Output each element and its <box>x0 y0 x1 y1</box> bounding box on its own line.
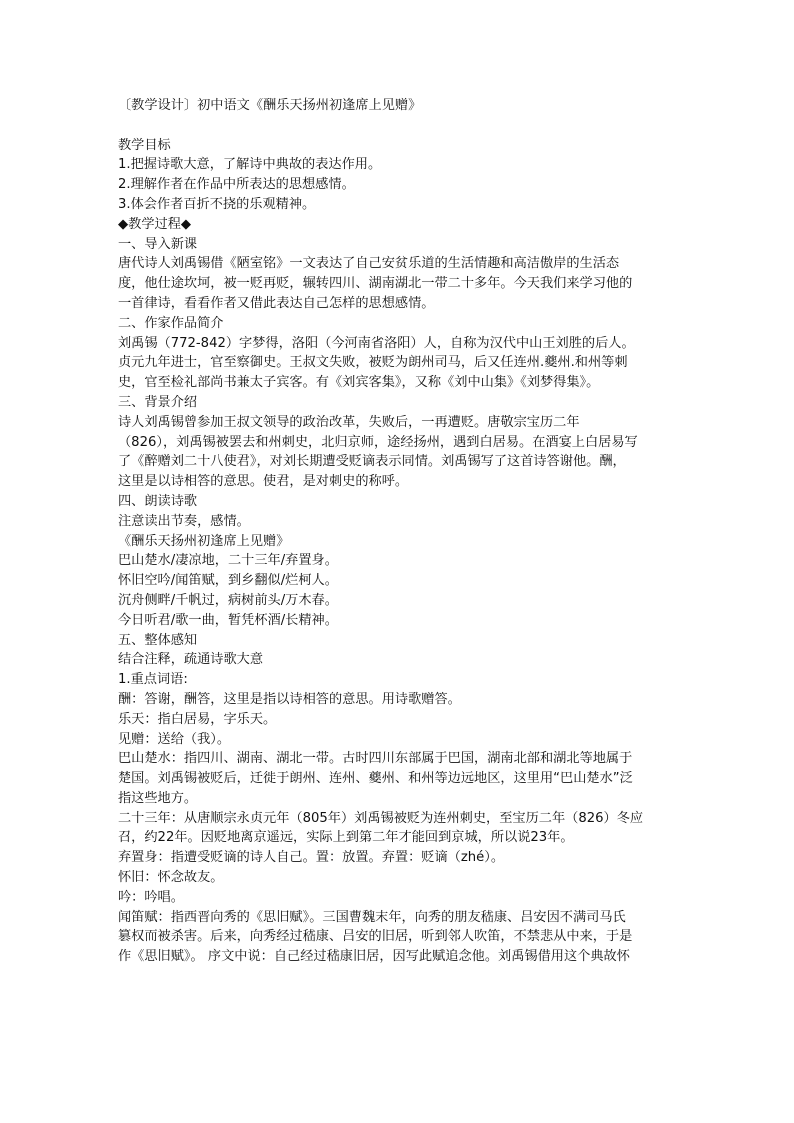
document-title: 〔教学设计〕初中语文《酬乐天扬州初逢席上见赠》 <box>118 98 422 113</box>
gloss-line: 巴山楚水：指四川、湖南、湖北一带。古时四川东部属于巴国，湖南北部和湖北等地属于 <box>118 751 633 767</box>
poem-line: 今日听君/歌一曲，暂凭杯酒/长精神。 <box>118 612 338 628</box>
poem-line: 怀旧空吟/闻笛赋，到乡翻似/烂柯人。 <box>118 573 338 589</box>
poem-line: 沉舟侧畔/千帆过，病树前头/万木春。 <box>118 592 338 608</box>
section-4-heading: 四、朗读诗歌 <box>118 493 198 509</box>
gloss-line: 见赠：送给（我）。 <box>118 731 231 747</box>
text-line: 刘禹锡（772-842）字梦得，洛阳（今河南省洛阳）人，自称为汉代中山王刘胜的后人。 <box>118 335 635 351</box>
text-line: 史，官至检礼部尚书兼太子宾客。有《刘宾客集》，又称《刘中山集》《刘梦得集》。 <box>118 375 600 391</box>
objective-2: 2.理解作者在作品中所表达的思想感情。 <box>118 177 355 193</box>
gloss-line: 弃置身：指遭受贬谪的诗人自己。置：放置。弃置：贬谪（zhé）。 <box>118 850 505 866</box>
objective-1: 1.把握诗歌大意，了解诗中典故的表达作用。 <box>118 157 382 173</box>
document-body <box>118 136 678 967</box>
gloss-line: 乐天：指白居易，字乐天。 <box>118 711 277 727</box>
poem-line: 巴山楚水/凄凉地，二十三年/弃置身。 <box>118 553 338 569</box>
subheading-key-words: 1.重点词语: <box>118 672 188 688</box>
document-page <box>118 96 678 967</box>
gloss-line: 闻笛赋：指西晋向秀的《思旧赋》。三国曹魏末年，向秀的朋友嵇康、吕安因不满司马氏 <box>118 909 626 925</box>
section-2-heading: 二、作家作品简介 <box>118 315 224 331</box>
gloss-line: 酬：答谢，酬答，这里是指以诗相答的意思。用诗歌赠答。 <box>118 691 461 707</box>
section-1-heading: 一、导入新课 <box>118 236 198 252</box>
objective-3: 3.体会作者百折不挠的乐观精神。 <box>118 196 316 212</box>
text-line: 度，他仕途坎坷，被一贬再贬，辗转四川、湖南湖北一带二十多年。今天我们来学习他的 <box>118 276 633 292</box>
text-line: 一首律诗，看看作者又借此表达自己怎样的思想感情。 <box>118 295 435 311</box>
heading-objectives: 教学目标 <box>118 137 171 153</box>
gloss-line: 吟：吟唱。 <box>118 889 184 905</box>
gloss-line: 指这些地方。 <box>118 790 198 806</box>
poem-title: 《酬乐天扬州初逢席上见赠》 <box>118 533 290 549</box>
text-line: 诗人刘禹锡曾参加王叔文领导的政治改革，失败后，一再遭贬。唐敬宗宝历二年 <box>118 414 580 430</box>
text-line: （826），刘禹锡被罢去和州刺史，北归京师，途经扬州，遇到白居易。在酒宴上白居易写 <box>118 434 638 450</box>
gloss-line: 召，约22年。因贬地离京遥远，实际上到第二年才能回到京城，所以说23年。 <box>118 830 574 846</box>
section-3-heading: 三、背景介绍 <box>118 394 198 410</box>
text-line: 这里是以诗相答的意思。使君，是对刺史的称呼。 <box>118 474 409 490</box>
gloss-line: 怀旧：怀念故友。 <box>118 870 224 886</box>
gloss-line: 作《思旧赋》。 序文中说：自己经过嵇康旧居，因写此赋追念他。刘禹锡借用这个典故怀 <box>118 949 630 965</box>
text-line: 注意读出节奏，感情。 <box>118 513 250 529</box>
gloss-line: 二十三年：从唐顺宗永贞元年（805年）刘禹锡被贬为连州刺史，至宝历二年（826）冬应 <box>118 810 644 826</box>
section-5-heading: 五、整体感知 <box>118 632 198 648</box>
text-line: 贞元九年进士，官至察御史。王叔文失败，被贬为朗州司马，后又任连州.夔州.和州等刺 <box>118 355 628 371</box>
text-line: 结合注释，疏通诗歌大意 <box>118 652 264 668</box>
text-line: 了《醉赠刘二十八使君》，对刘长期遭受贬谪表示同情。刘禹锡写了这首诗答谢他。酬， <box>118 454 626 470</box>
heading-process: ◆教学过程◆ <box>118 216 192 232</box>
text-line: 唐代诗人刘禹锡借《陋室铭》一文表达了自己安贫乐道的生活情趣和高洁傲岸的生活态 <box>118 256 620 272</box>
gloss-line: 楚国。刘禹锡被贬后，迁徙于朗州、连州、夔州、和州等边远地区，这里用“巴山楚水”泛 <box>118 771 633 787</box>
gloss-line: 篡权而被杀害。后来，向秀经过嵇康、吕安的旧居，听到邻人吹笛，不禁悲从中来，于是 <box>118 929 633 945</box>
